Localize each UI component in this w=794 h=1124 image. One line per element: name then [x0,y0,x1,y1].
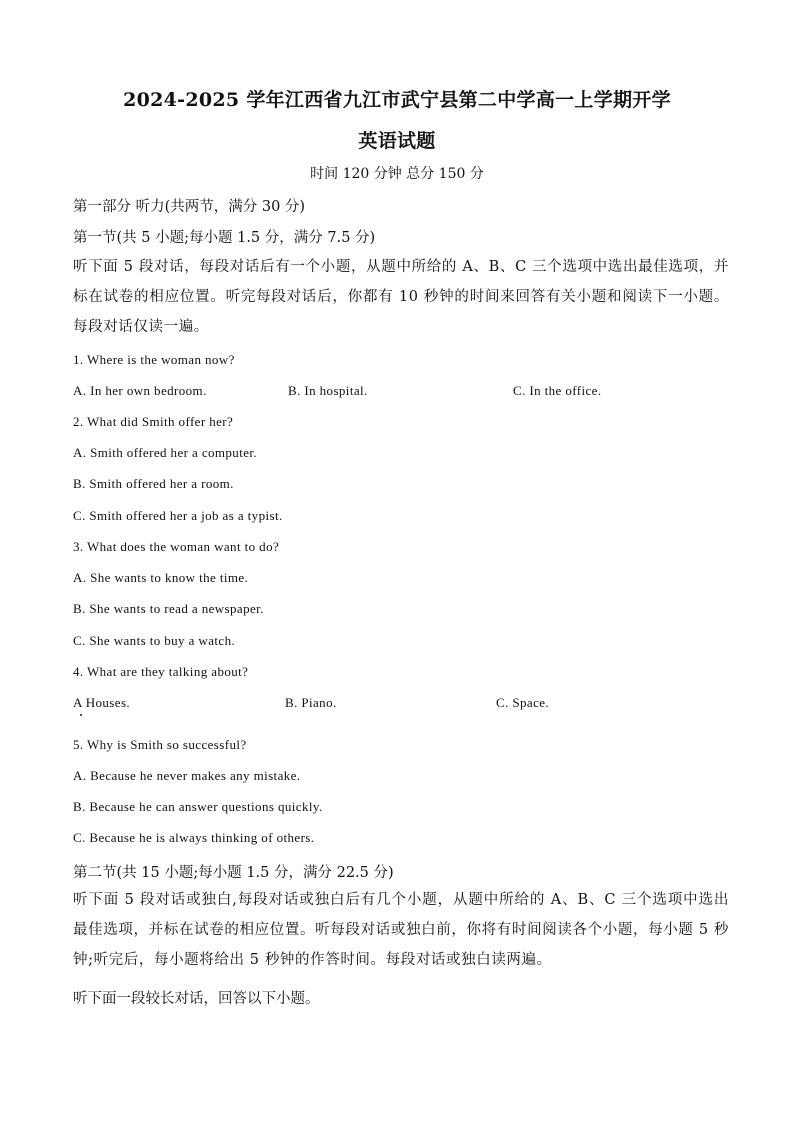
question-2-stem: 2. What did Smith offer her? [73,414,234,429]
question-5-option-b: B. Because he can answer questions quickly. [73,799,323,814]
exam-time-and-score: 时间 120 分钟 总分 150 分 [310,166,484,182]
question-1-option-b: B. In hospital. [288,383,368,398]
exam-title-line2: 英语试题 [358,130,436,152]
section1-heading: 第一节(共 5 小题;每小题 1.5 分，满分 7.5 分) [73,230,376,246]
question-3-stem: 3. What does the woman want to do? [73,539,280,554]
question-4-option-c: C. Space. [496,695,550,710]
question-3-option-c: C. She wants to buy a watch. [73,633,236,648]
question-1-option-c: C. In the office. [513,383,602,398]
question-3-option-b: B. She wants to read a newspaper. [73,601,264,616]
question-5-stem: 5. Why is Smith so successful? [73,737,247,752]
section2-instructions: 听下面 5 段对话或独白,每段对话或独白后有几个小题，从题中所给的 A、B、C 三个选项中选出最佳选项，并标在试卷的相应位置。听每段对话或独白前，你将有时间阅读各个小题，每小题 5 秒钟;听完后，每小题将给出 5 秒钟的作答时间。每段对话或独白读两遍。 [73,892,729,968]
section2-heading: 第二节(共 15 小题;每小题 1.5 分，满分 22.5 分) [73,865,394,881]
question-4-option-a: A Houses. [73,695,131,710]
question-5-option-c: C. Because he is always thinking of others. [73,830,315,845]
question-2-option-b: B. Smith offered her a room. [73,476,234,491]
question-1-stem: 1. Where is the woman now? [73,352,235,367]
exam-title-line1: 2024-2025 学年江西省九江市武宁县第二中学高一上学期开学 [123,89,671,111]
question-4-stem: 4. What are they talking about? [73,664,249,679]
question-1-option-a: A. In her own bedroom. [73,383,207,398]
section2-lead-in: 听下面一段较长对话，回答以下小题。 [73,991,320,1007]
question-5-option-a: A. Because he never makes any mistake. [73,768,301,783]
stray-dot-mark [80,714,82,716]
question-2-option-a: A. Smith offered her a computer. [73,445,258,460]
part1-heading: 第一部分 听力(共两节，满分 30 分) [73,199,306,215]
question-3-option-a: A. She wants to know the time. [73,570,249,585]
question-2-option-c: C. Smith offered her a job as a typist. [73,508,283,523]
question-4-option-b: B. Piano. [285,695,337,710]
section1-instructions: 听下面 5 段对话，每段对话后有一个小题，从题中所给的 A、B、C 三个选项中选出最佳选项，并标在试卷的相应位置。听完每段对话后，你都有 10 秒钟的时间来回答有关小题和阅读下一小题。每段对话仅读一遍。 [73,259,729,335]
